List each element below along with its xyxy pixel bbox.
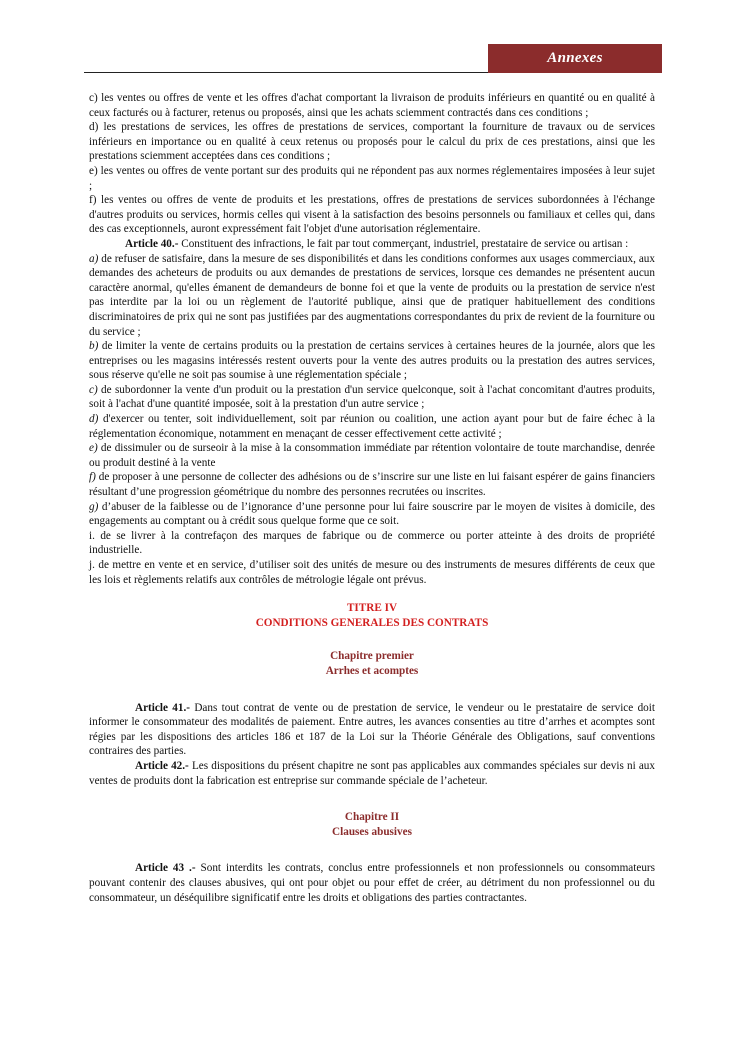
paragraph-d: d) les prestations de services, les offres de prestations de services, comportant la fourniture de travaux ou de services inférieurs en importance ou en qualité à ceux retenus ou proposés pour le calcul du prix de ces prestations, ainsi que les prestations sciemment acceptées dans ces conditions ; [89,121,655,163]
article-40-item-d: d) d'exercer ou tenter, soit individuellement, soit par réunion ou coalition, une action ayant pour but de faire échec à la réglementation économique, notamment en menaçant de cesser effectivement cette activité ; [89,413,655,440]
article-41: Article 41.- Dans tout contrat de vente ou de prestation de service, le vendeur ou le prestataire de service doit informer le consommateur des modalités de paiement. Entre autres, les avances consenties au titre d’arrhes et acomptes sont régies par les dispositions des articles 186 et 187 de la Loi sur la Théorie Générale des Obligations, sauf conventions contraires des parties. [89,701,655,758]
chapter-1-title: Arrhes et acomptes [325,664,419,677]
paragraph-f: f) les ventes ou offres de vente de produits et les prestations, offres de prestations de services subordonnées à l'échange d'autres produits ou services, hormis celles qui visent à la satisfaction des besoins personnels ou familiaux et celles qui, dans des cas exceptionnels, auront expressément fait l'objet d'une autorisation réglementaire. [89,194,655,236]
article-40-item-f: f) de proposer à une personne de collecter des adhésions ou de s’inscrire sur une liste en lui faisant espérer de gains financiers résultant d’une progression géométrique du nombre des personnes recrutées ou inscrites. [89,471,655,499]
titre-subheading: CONDITIONS GENERALES DES CONTRATS [255,616,489,629]
document-body [89,91,655,905]
article-40-text: Constituent des infractions, le fait par tout commerçant, industriel, prestataire de service ou artisan : [178,237,629,250]
chapter-2-heading: Chapitre II [344,811,400,824]
paragraph-c: c) les ventes ou offres de vente et les offres d'achat comportant la livraison de produits inférieurs en quantité ou en qualité à ceux facturés ou à facturer, retenus ou proposés, ainsi que les achats sciemment contractés dans ces conditions ; [89,92,655,119]
paragraph-e: e) les ventes ou offres de vente portant sur des produits qui ne répondent pas aux normes réglementaires imposées à leur sujet ; [89,164,655,192]
chapter-1-heading: Chapitre premier [330,650,414,663]
article-40-label: Article 40.- [125,237,179,250]
article-41-label: Article 41.- [135,701,190,714]
chapter-2-title: Clauses abusives [332,825,412,838]
titre-heading: TITRE IV [346,602,398,615]
article-43: Article 43 .- Sont interdits les contrats, conclus entre professionnels et non professionnels ou consommateurs pouvant contenir des clauses abusives, qui ont pour objet ou pour effet de créer, au détriment du non professionnel ou du consommateur, un déséquilibre significatif entre les droits et obligations des parties contractantes. [89,862,655,904]
article-40-item-i: i. de se livrer à la contrefaçon des marques de fabrique ou de commerce ou porter atteinte à des droits de propriété industrielle. [89,529,655,557]
article-42-label: Article 42.- [135,759,189,772]
article-40-item-j: j. de mettre en vente et en service, d’utiliser soit des unités de mesure ou des instruments de mesures différents de ceux que les lois et règlements relatifs aux contrôles de métrologie légale ont prévus. [89,559,655,586]
article-40-item-g: g) d’abuser de la faiblesse ou de l’ignorance d’une personne pour lui faire souscrire par le moyen de visites à domicile, des engagements au comptant ou à crédit sous quelque forme que ce soit. [89,500,655,528]
article-40-item-b: b) de limiter la vente de certains produits ou la prestation de certains services à certaines heures de la journée, alors que les entreprises ou les magasins intéressés restent ouverts pour la vente des autres produits ou la prestation des autres services, sous réserve qu'elle ne soit pas soumise à une réglementation spéciale ; [89,340,655,382]
article-40-item-a: a) de refuser de satisfaire, dans la mesure de ses disponibilités et dans les conditions conformes aux usages commerciaux, aux demandes des acheteurs de produits ou aux demandes de prestations de services, lorsque ces demandes ne présentent aucun caractère anormal, qu'elles émanent de demandeurs de bonne foi et que la vente de produits ou la prestation de service n'est pas interdite par la loi ou un règlement de l'autorité publique, ainsi que de pratiquer habituellement des conditions discriminatoires de prix qui ne sont pas justifiées par des augmentations correspondantes du prix de revient de la fourniture ou du service ; [89,252,655,338]
article-40-item-c: c) de subordonner la vente d'un produit ou la prestation d'un service quelconque, soit à l'achat concomitant d'autres produits, soit à l'achat d'une quantité imposée, soit à la prestation d'un autre service ; [89,383,655,411]
article-40-intro [89,237,655,252]
article-43-label: Article 43 .- [135,862,196,875]
article-42: Article 42.- Les dispositions du présent chapitre ne sont pas applicables aux commandes spéciales sur devis ni aux ventes de produits dont la fabrication est entreprise sur commande spéciale de l’acheteur. [89,759,655,787]
section-tab-annexes: Annexes [488,44,662,73]
article-40-item-e: e) de dissimuler ou de surseoir à la mise à la consommation immédiate par rétention volontaire de toute marchandise, denrée ou produit destiné à la vente [89,442,655,469]
